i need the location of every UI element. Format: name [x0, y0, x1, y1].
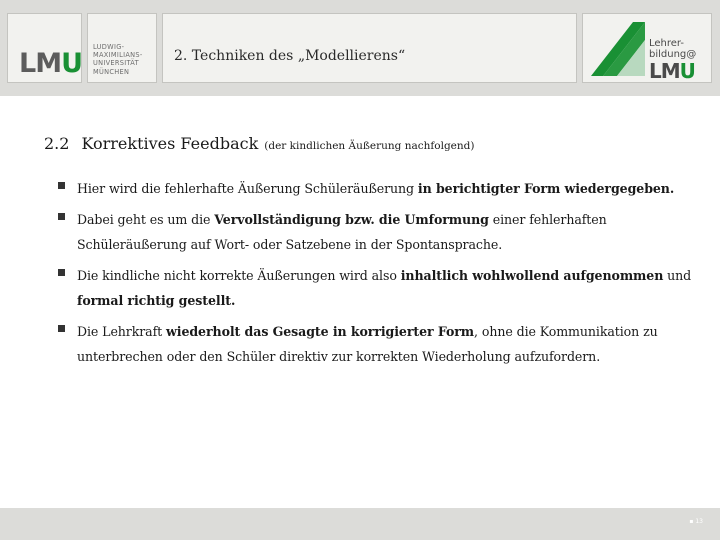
text-run: Dabei geht es um die: [77, 212, 215, 227]
bullet-list: [56, 176, 696, 375]
text-run: einer fehlerhaften Schüleräußerung auf Wort- oder Satzebene in der Spontansprache.: [77, 212, 607, 252]
emphasized-text: formal richtig gestellt.: [77, 293, 236, 308]
bullet-item: [56, 176, 696, 201]
section-heading: [44, 134, 474, 153]
header-bar: [0, 0, 720, 96]
lmu-logo-u: U: [61, 48, 83, 79]
section-number: 2.2: [44, 134, 70, 153]
emphasized-text: in berichtigter Form wiedergegeben.: [417, 181, 675, 196]
university-name: LUDWIG- MAXIMILIANS- UNIVERSITÄT MÜNCHEN: [93, 43, 143, 76]
lmu-logo: [7, 13, 82, 83]
bullet-marker-icon: [58, 213, 65, 220]
section-subtitle: (der kindlichen Äußerung nachfolgend): [264, 140, 475, 152]
lehrerbildung-lmu-lm: LM: [649, 59, 680, 83]
emphasized-text: wiederholt das Gesagte in korrigierter Form: [166, 324, 475, 339]
lmu-logo-text: [19, 48, 82, 79]
lehrerbildung-text: Lehrer- bildung@: [649, 38, 697, 60]
bullet-text: [77, 207, 696, 257]
lehrerbildung-lmu-u: U: [679, 59, 695, 83]
lmu-logo-lm: LM: [19, 48, 62, 79]
bullet-text: [77, 176, 696, 201]
bullet-marker-icon: [58, 182, 65, 189]
university-name-box: [87, 13, 157, 83]
text-run: Die Lehrkraft: [77, 324, 167, 339]
lehrerbildung-lmu: [649, 59, 695, 83]
emphasized-text: inhaltlich wohlwollend aufgenommen: [400, 268, 664, 283]
bullet-item: [56, 207, 696, 257]
slide-title: 2. Techniken des „Modellierens“: [174, 48, 406, 64]
text-run: Die kindliche nicht korrekte Äußerungen wird also: [77, 268, 401, 283]
footer-bar: [0, 508, 720, 540]
text-run: , ohne die Kommunikation zu unterbrechen oder den Schüler direktiv zur korrekten Wiederholung aufzufordern.: [77, 324, 658, 364]
emphasized-text: Vervollständigung bzw. die Umformung: [214, 212, 489, 227]
bullet-text: [77, 263, 696, 313]
bullet-text: [77, 319, 696, 369]
bullet-marker-icon: [58, 269, 65, 276]
bullet-marker-icon: [58, 325, 65, 332]
bullet-item: [56, 263, 696, 313]
lehrerbildung-logo: [582, 13, 712, 83]
bullet-item: [56, 319, 696, 369]
text-run: Hier wird die fehlerhafte Äußerung Schüleräußerung: [77, 181, 418, 196]
slide-title-box: [162, 13, 577, 83]
section-title: Korrektives Feedback: [81, 134, 259, 153]
text-run: und: [663, 268, 692, 283]
page-number: ▪ 13: [689, 518, 703, 525]
